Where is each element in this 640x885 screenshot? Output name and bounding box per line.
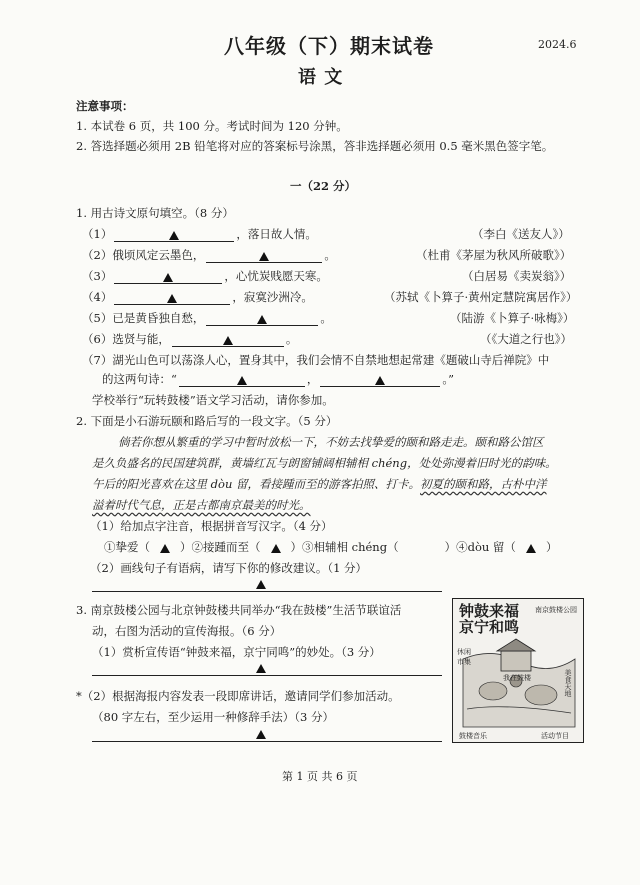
activity-intro: 学校举行“玩转鼓楼”语文学习活动，请你参加。 — [92, 393, 334, 407]
mark-triangle-icon — [163, 273, 173, 282]
q3-sub2: *（2）根据海报内容发表一段即席讲话，邀请同学们参加活动。 — [76, 689, 400, 703]
q2-sub2: （2）画线句子有语病，请写下你的修改建议。（1 分） — [90, 561, 368, 575]
q1-num-6: （6） — [82, 332, 113, 346]
exam-date: 2024.6 — [538, 38, 577, 51]
q1-num-2: （2） — [82, 248, 113, 262]
subject-title: 语 文 — [298, 67, 344, 88]
q1-source-2: （杜甫《茅屋为秋风所破歌》） — [416, 248, 572, 262]
answer-blank[interactable] — [114, 269, 222, 284]
q1-num-1: （1） — [82, 227, 113, 241]
page-footer: 第 1 页 共 6 页 — [282, 770, 358, 783]
answer-blank[interactable] — [114, 227, 234, 242]
mark-triangle-icon — [256, 730, 266, 739]
q1-7-end: 。” — [442, 372, 455, 386]
q1-line-6 — [82, 331, 297, 347]
q2-passage-1: 倘若你想从繁重的学习中暂时放松一下，不妨去找挚爱的颐和路走走。颐和路公馆区 — [118, 435, 544, 449]
q1-num-3: （3） — [82, 269, 113, 283]
q2-item-2: ）②接踵而至（ — [180, 540, 261, 554]
q1-7-mid: ， — [306, 372, 319, 386]
q1-source-6: （《大道之行也》） — [480, 332, 572, 346]
q1-line-4 — [82, 289, 313, 305]
q1-pre-2: 俄顷风定云墨色， — [112, 248, 205, 262]
q2-item-close: ） — [545, 540, 558, 554]
q1-text-6: 。 — [285, 332, 298, 346]
notice-heading: 注意事项： — [76, 99, 134, 113]
q1-text-2: 。 — [324, 248, 336, 262]
q2-passage-4 — [92, 497, 311, 513]
answer-blank[interactable] — [172, 332, 284, 347]
poster-side-r: 美食天地 — [564, 669, 572, 697]
mark-triangle-icon — [375, 376, 385, 385]
q1-line-5 — [82, 310, 332, 326]
q2-item-3: ）③相辅相 chéng（ — [290, 540, 399, 554]
mark-triangle-icon — [526, 544, 536, 553]
q2-underlined-sentence-a: 初夏的颐和路，古朴中洋 — [420, 477, 547, 491]
q1-text-4: ，寂寞沙洲冷。 — [232, 290, 313, 304]
q2-passage-3-text: 午后的阳光喜欢在这里 dòu 留，看接踵而至的游客拍照、打卡。 — [92, 477, 420, 491]
exam-title: 八年级（下）期末试卷 — [224, 34, 434, 58]
q3-sub2-req: （80 字左右，至少运用一种修辞手法）（3 分） — [92, 710, 335, 724]
q2-item-4: ）④dòu 留（ — [444, 540, 516, 554]
notice-item-1: 1. 本试卷 6 页，共 100 分。考试时间为 120 分钟。 — [76, 119, 348, 133]
poster-mid: 我在鼓楼 — [503, 674, 531, 682]
q1-line-7a: （7）湖光山色可以荡涤人心，置身其中，我们会情不自禁地想起常建《题破山寺后禅院》中 — [82, 353, 550, 367]
mark-triangle-icon — [256, 580, 266, 589]
mark-triangle-icon — [160, 544, 170, 553]
mark-triangle-icon — [259, 252, 269, 261]
q3-sub1: （1）赏析宣传语“钟鼓来福，京宁同鸣”的妙处。（3 分） — [92, 645, 381, 659]
q3-answer-line-1[interactable] — [92, 675, 442, 676]
q2-answer-line[interactable] — [92, 591, 442, 592]
poster-bottom-r: 活动节目 — [541, 732, 569, 740]
q2-passage-2: 是久负盛名的民国建筑群，黄墙红瓦与朗窗铺阔相辅相 chéng，处处弥漫着旧时光的韵味。 — [92, 456, 557, 470]
q2-sub1-items — [104, 539, 557, 555]
notice-item-2: 2. 答选择题必须用 2B 铅笔将对应的答案标号涂黑，答非选择题必须用 0.5 毫米黑色签字笔。 — [76, 139, 554, 153]
q1-num-5: （5） — [82, 311, 113, 325]
q2-underlined-sentence-b: 溢着时代气息，正是古都南京最美的时光。 — [92, 498, 311, 512]
q1-stem: 1. 用古诗文原句填空。（8 分） — [76, 206, 234, 220]
q1-line-1 — [82, 226, 317, 242]
answer-blank[interactable] — [114, 290, 230, 305]
poster-title-a: 钟鼓来福 — [459, 602, 520, 620]
q3-stem-2: 动，右图为活动的宣传海报。（6 分） — [92, 624, 282, 638]
q1-line-7b — [102, 371, 454, 387]
q1-pre-5: 已是黄昏独自愁， — [112, 311, 205, 325]
poster-side-2: 市集 — [457, 658, 471, 666]
mark-triangle-icon — [271, 544, 281, 553]
q2-stem: 2. 下面是小石游玩颐和路后写的一段文字。（5 分） — [76, 414, 338, 428]
q1-text-3: ，心忧炭贱愿天寒。 — [224, 269, 328, 283]
answer-blank[interactable] — [179, 372, 305, 387]
q3-stem-1: 3. 南京鼓楼公园与北京钟鼓楼共同举办“我在鼓楼”生活节联谊活 — [76, 603, 402, 617]
poster-tag: 南京鼓楼公园 — [535, 606, 577, 614]
mark-triangle-icon — [256, 664, 266, 673]
poster-side-1: 休闲 — [457, 648, 471, 656]
mark-triangle-icon — [223, 336, 233, 345]
q1-text-1: ，落日故人情。 — [236, 227, 317, 241]
mark-triangle-icon — [169, 231, 179, 240]
q2-item-1: ①挚爱（ — [104, 540, 150, 554]
q1-source-3: （白居易《卖炭翁》） — [462, 269, 572, 283]
mark-triangle-icon — [237, 376, 247, 385]
answer-blank[interactable] — [320, 372, 440, 387]
q1-pre-6: 选贤与能， — [112, 332, 170, 346]
event-poster — [452, 598, 584, 743]
q1-source-5: （陆游《卜算子·咏梅》） — [450, 311, 575, 325]
mark-triangle-icon — [167, 294, 177, 303]
answer-blank[interactable] — [206, 248, 322, 263]
q1-line-3 — [82, 268, 328, 284]
q1-line-2 — [82, 247, 336, 263]
mark-triangle-icon — [257, 315, 267, 324]
q1-num-4: （4） — [82, 290, 113, 304]
q2-sub1: （1）给加点字注音，根据拼音写汉字。（4 分） — [90, 519, 333, 533]
q1-source-4: （苏轼《卜算子·黄州定慧院寓居作》） — [384, 290, 578, 304]
poster-title-b: 京宁和鸣 — [459, 618, 520, 636]
q1-7-pre: 的这两句诗：“ — [102, 372, 177, 386]
q3-answer-line-2[interactable] — [92, 741, 442, 742]
answer-blank[interactable] — [206, 311, 318, 326]
q1-source-1: （李白《送友人》） — [472, 227, 570, 241]
section-title: 一（22 分） — [290, 179, 357, 193]
q1-text-5: 。 — [320, 311, 332, 325]
q2-passage-3 — [92, 476, 547, 492]
poster-bottom-l: 鼓楼音乐 — [459, 732, 487, 740]
